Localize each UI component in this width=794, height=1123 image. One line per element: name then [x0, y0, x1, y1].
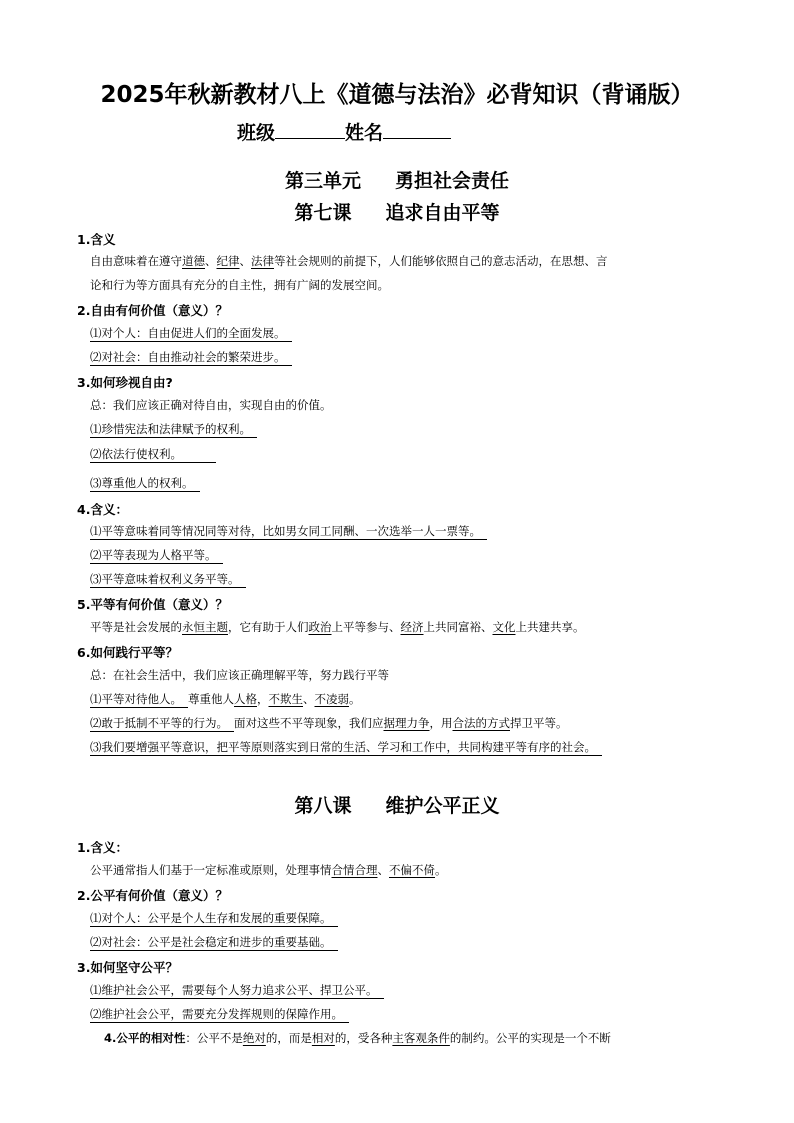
l8-q3: 3.如何坚守公平？ [77, 960, 178, 975]
l7-q1: 1.含义 [77, 232, 116, 247]
unit-name: 勇担社会责任 [395, 170, 510, 192]
unit-heading [0, 166, 794, 193]
l7-q6: 6.如何践行平等？ [77, 645, 178, 660]
lesson7-number: 第七课 [294, 202, 352, 224]
l7-q3-a1: ⑴珍惜宪法和法律赋予的权利。 [90, 421, 257, 437]
name-label: 姓名 [345, 122, 384, 144]
l8-q2-a2: ⑵对社会：公平是社会稳定和进步的重要基础。 [90, 934, 338, 950]
lesson8-heading [0, 791, 794, 818]
l7-q4-a2: ⑵平等表现为人格平等。 [90, 547, 223, 563]
l7-q6-a2: ⑵敢于抵制不平等的行为。 面对这些不平等现象，我们应据理力争，用合法的方式捍卫平等。 [90, 716, 568, 730]
unit-number: 第三单元 [284, 170, 361, 192]
l7-q3: 3.如何珍视自由? [77, 375, 173, 390]
lesson8-number: 第八课 [294, 795, 352, 817]
class-name-line [237, 118, 451, 145]
l7-q3-a2: ⑵依法行使权利。 [90, 446, 216, 462]
document-title: 2025年秋新教材八上《道德与法治》必背知识（背诵版） [100, 82, 694, 108]
l7-q3-a3: ⑶尊重他人的权利。 [90, 475, 200, 491]
lesson7-name: 追求自由平等 [385, 202, 500, 224]
l7-q2-a1: ⑴对个人：自由促进人们的全面发展。 [90, 325, 292, 341]
l7-q4-a1: ⑴平等意味着同等情况同等对待，比如男女同工同酬、一次选举一人一票等。 [90, 523, 487, 539]
l7-q6-summary: 总：在社会生活中，我们应该正确理解平等，努力践行平等 [90, 668, 389, 682]
l8-q3-a2: ⑵维护社会公平，需要充分发挥规则的保障作用。 [90, 1006, 349, 1022]
l8-q2-a1: ⑴对个人：公平是个人生存和发展的重要保障。 [90, 910, 338, 926]
l8-q1: 1.含义： [77, 840, 128, 855]
class-label: 班级 [237, 122, 276, 144]
l8-q2: 2.公平有何价值（意义）？ [77, 888, 228, 903]
l7-q2-a2: ⑵对社会：自由推动社会的繁荣进步。 [90, 349, 292, 365]
l7-q6-a1: ⑴平等对待他人。 尊重他人人格，不欺生、不凌弱。 [90, 692, 361, 706]
l7-q3-summary: 总：我们应该正确对待自由，实现自由的价值。 [90, 398, 332, 412]
l7-q4: 4.含义： [77, 502, 128, 517]
l8-q4-line1: 4.公平的相对性：公平不是绝对的，而是相对的，受各种主客观条件的制约。公平的实现是一个不断 [104, 1031, 611, 1045]
l7-q4-a3: ⑶平等意味着权利义务平等。 [90, 571, 246, 587]
lesson8-name: 维护公平正义 [385, 795, 500, 817]
l8-q3-a1: ⑴维护社会公平，需要每个人努力追求公平、捍卫公平。 [90, 982, 384, 998]
l7-q5: 5.平等有何价值（意义）？ [77, 597, 228, 612]
l7-q2: 2.自由有何价值（意义）？ [77, 303, 228, 318]
lesson7-heading [0, 198, 794, 225]
l7-q1-line1: 自由意味着在遵守道德、纪律、法律等社会规则的前提下，人们能够依照自己的意志活动，在思想、言 [90, 254, 608, 268]
l7-q1-line2: 论和行为等方面具有充分的自主性，拥有广阔的发展空间。 [90, 278, 389, 292]
l8-q1-line1: 公平通常指人们基于一定标准或原则，处理事情合情合理、不偏不倚。 [90, 863, 447, 877]
l7-q5-line1: 平等是社会发展的永恒主题，它有助于人们政治上平等参与、经济上共同富裕、文化上共建共享。 [90, 620, 585, 634]
class-blank[interactable] [275, 122, 345, 139]
name-blank[interactable] [383, 122, 451, 139]
l7-q6-a3: ⑶我们要增强平等意识，把平等原则落实到日常的生活、学习和工作中，共同构建平等有序的社会。 [90, 739, 602, 755]
